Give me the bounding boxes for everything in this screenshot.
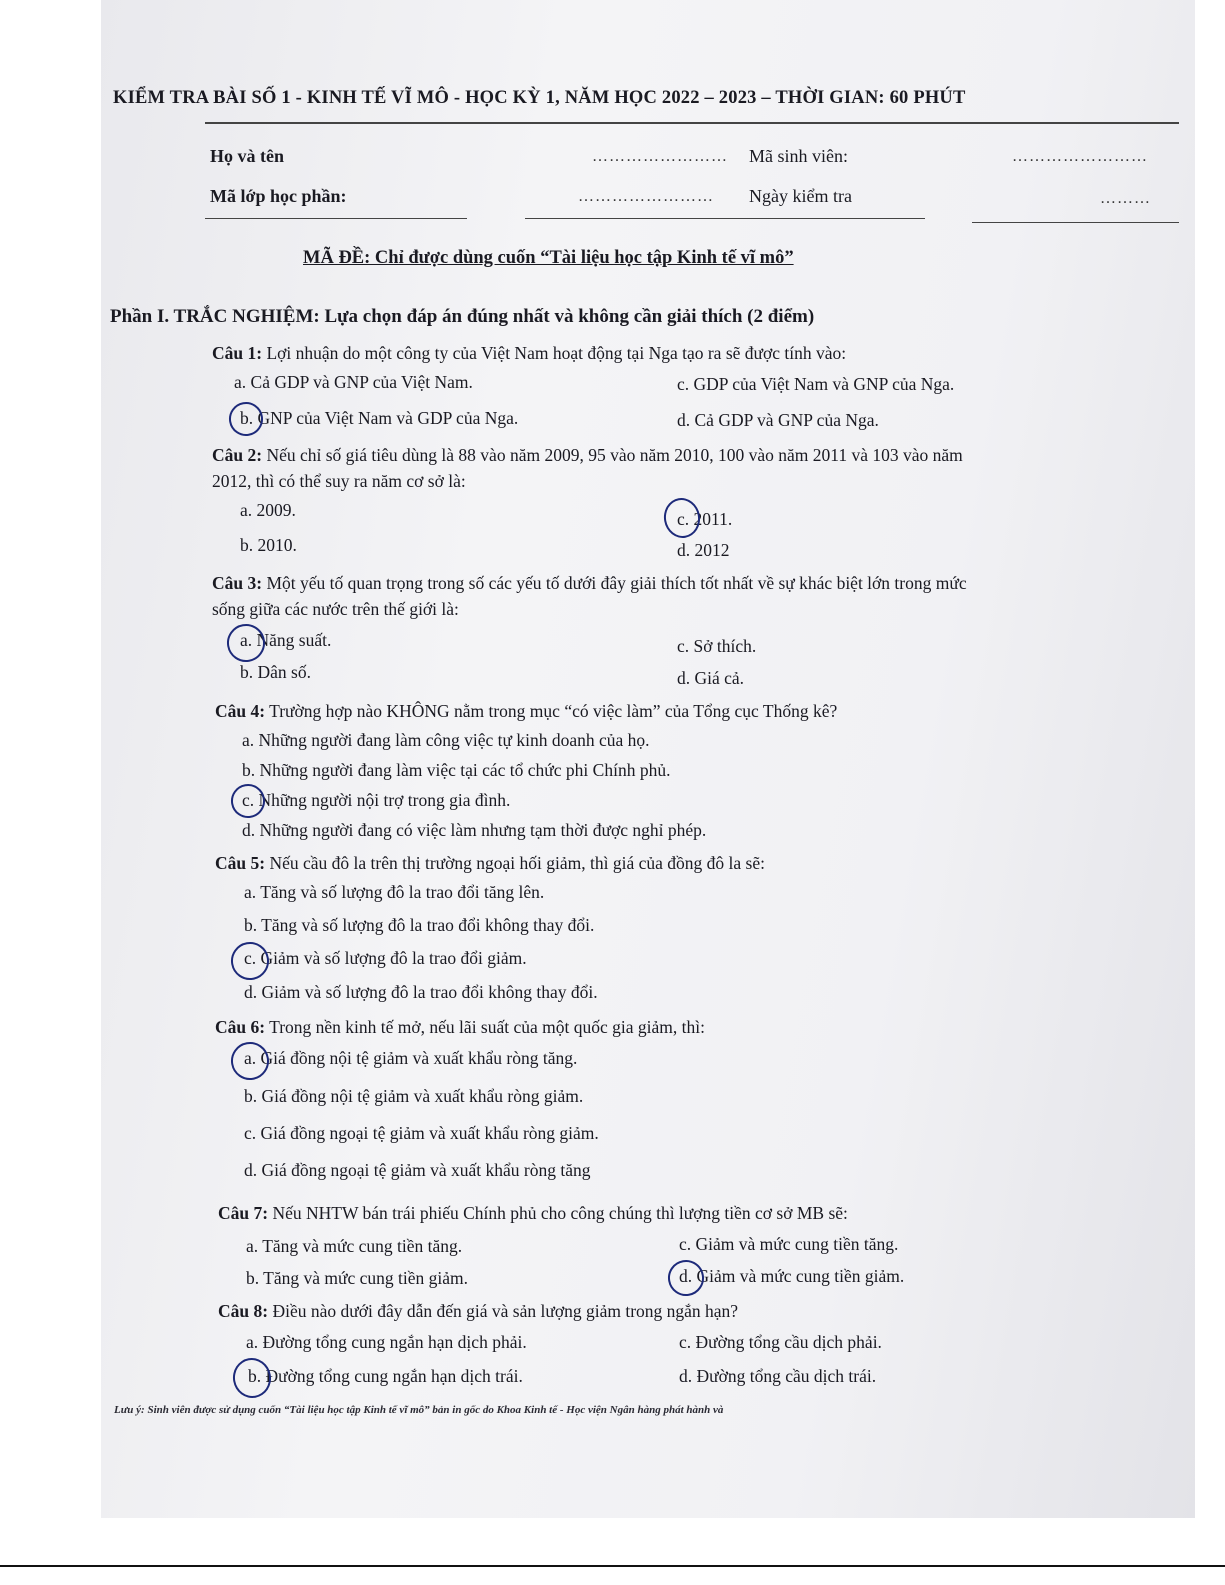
q3-option-b[interactable]: b. Dân số. [240, 662, 311, 682]
q7-option-b[interactable]: b. Tăng và mức cung tiền giảm. [246, 1268, 469, 1288]
question-text: Điều nào dưới đây dẫn đến giá và sản lượng giảm trong ngắn hạn? [272, 1301, 739, 1321]
question-text: Trong nền kinh tế mở, nếu lãi suất của một quốc gia giảm, thì: [269, 1017, 705, 1037]
question-7 [218, 1200, 848, 1226]
question-label: Câu 2: [212, 445, 263, 465]
question-6 [215, 1014, 705, 1040]
question-text: Một yếu tố quan trọng trong số các yếu tố dưới đây giải thích tốt nhất về sự khác biệt lớn trong mức [266, 573, 967, 593]
exam-header-title: KIỂM TRA BÀI SỐ 1 - KINH TẾ VĨ MÔ - HỌC KỲ 1, NĂM HỌC 2022 – 2023 – THỜI GIAN: 60 PHÚT [113, 88, 966, 108]
q5-option-b[interactable]: b. Tăng và số lượng đô la trao đổi không thay đổi. [244, 915, 595, 935]
section-title: Phần I. TRẮC NGHIỆM: Lựa chọn đáp án đúng nhất và không cần giải thích (2 điểm) [110, 306, 815, 327]
student-id-label: Mã sinh viên: [749, 146, 848, 166]
footer-note: Lưu ý: Sinh viên được sử dụng cuốn “Tài liệu học tập Kinh tế vĩ mô” bản in gốc do Khoa Kinh tế - Học viện Ngân hàng phát hành và [114, 1404, 724, 1416]
q6-option-b[interactable]: b. Giá đồng nội tệ giảm và xuất khẩu ròng giảm. [244, 1086, 584, 1106]
question-5 [215, 850, 765, 876]
question-text: Nếu NHTW bán trái phiếu Chính phủ cho công chúng thì lượng tiền cơ sở MB sẽ: [272, 1203, 848, 1223]
header-divider [205, 122, 1179, 124]
q5-option-d[interactable]: d. Giảm và số lượng đô la trao đổi không thay đổi. [244, 982, 598, 1002]
question-label: Câu 7: [218, 1203, 269, 1223]
field-divider-2 [525, 218, 925, 219]
question-3-continued: sống giữa các nước trên thế giới là: [212, 599, 459, 619]
student-id-dots: …………………… [1012, 148, 1148, 165]
q6-option-d[interactable]: d. Giá đồng ngoại tệ giảm và xuất khẩu ròng tăng [244, 1160, 591, 1180]
question-label: Câu 1: [212, 343, 263, 363]
question-4 [215, 698, 837, 724]
q7-option-c[interactable]: c. Giảm và mức cung tiền tăng. [679, 1234, 899, 1254]
question-1 [212, 340, 846, 366]
question-2-continued: 2012, thì có thể suy ra năm cơ sở là: [212, 471, 466, 491]
q6-option-a[interactable]: a. Giá đồng nội tệ giảm và xuất khẩu ròng tăng. [244, 1048, 578, 1068]
q8-option-b[interactable]: b. Đường tổng cung ngắn hạn dịch trái. [248, 1366, 523, 1386]
exam-date-label: Ngày kiểm tra [749, 186, 852, 206]
q1-option-b[interactable]: b. GNP của Việt Nam và GDP của Nga. [240, 408, 519, 428]
q2-option-c[interactable]: c. 2011. [677, 509, 733, 529]
q7-option-a[interactable]: a. Tăng và mức cung tiền tăng. [246, 1236, 463, 1256]
q4-option-d[interactable]: d. Những người đang có việc làm nhưng tạm thời được nghỉ phép. [242, 820, 707, 840]
q8-option-d[interactable]: d. Đường tổng cầu dịch trái. [679, 1366, 877, 1386]
q7-option-d[interactable]: d. Giảm và mức cung tiền giảm. [679, 1266, 905, 1286]
question-text: Nếu cầu đô la trên thị trường ngoại hối giảm, thì giá của đồng đô la sẽ: [269, 853, 765, 873]
name-dots: …………………… [592, 148, 728, 165]
q4-option-a[interactable]: a. Những người đang làm công việc tự kinh doanh của họ. [242, 730, 650, 750]
q3-option-c[interactable]: c. Sở thích. [677, 636, 757, 656]
q5-option-c[interactable]: c. Giảm và số lượng đô la trao đổi giảm. [244, 948, 527, 968]
exam-date-dots: ……… [1100, 190, 1151, 207]
q2-option-a[interactable]: a. 2009. [240, 500, 296, 520]
q2-option-d[interactable]: d. 2012 [677, 540, 730, 560]
q8-option-a[interactable]: a. Đường tổng cung ngắn hạn dịch phải. [246, 1332, 527, 1352]
question-text: Nếu chỉ số giá tiêu dùng là 88 vào năm 2009, 95 vào năm 2010, 100 vào năm 2011 và 103 vào năm [266, 445, 963, 465]
name-label: Họ và tên [210, 146, 284, 166]
q1-option-d[interactable]: d. Cả GDP và GNP của Nga. [677, 410, 879, 430]
question-label: Câu 8: [218, 1301, 269, 1321]
bottom-border-line [0, 1565, 1225, 1567]
q3-option-d[interactable]: d. Giá cả. [677, 668, 745, 688]
question-label: Câu 4: [215, 701, 266, 721]
q1-option-a[interactable]: a. Cả GDP và GNP của Việt Nam. [234, 372, 473, 392]
q5-option-a[interactable]: a. Tăng và số lượng đô la trao đổi tăng lên. [244, 882, 545, 902]
question-label: Câu 6: [215, 1017, 266, 1037]
class-code-dots: …………………… [578, 188, 714, 205]
exam-code-line: MÃ ĐỀ: Chỉ được dùng cuốn “Tài liệu học tập Kinh tế vĩ mô” [303, 248, 794, 268]
field-divider-3 [972, 222, 1179, 223]
q1-option-c[interactable]: c. GDP của Việt Nam và GNP của Nga. [677, 374, 955, 394]
q6-option-c[interactable]: c. Giá đồng ngoại tệ giảm và xuất khẩu ròng giảm. [244, 1123, 599, 1143]
q4-option-c[interactable]: c. Những người nội trợ trong gia đình. [242, 790, 511, 810]
question-text: Lợi nhuận do một công ty của Việt Nam hoạt động tại Nga tạo ra sẽ được tính vào: [266, 343, 847, 363]
field-divider-1 [205, 218, 467, 219]
question-label: Câu 3: [212, 573, 263, 593]
question-8 [218, 1298, 738, 1324]
exam-paper [101, 0, 1195, 1518]
q2-option-b[interactable]: b. 2010. [240, 535, 297, 555]
q3-option-a[interactable]: a. Năng suất. [240, 630, 332, 650]
class-code-label: Mã lớp học phần: [210, 186, 347, 206]
question-3 [212, 570, 967, 596]
q4-option-b[interactable]: b. Những người đang làm việc tại các tổ chức phi Chính phủ. [242, 760, 671, 780]
question-label: Câu 5: [215, 853, 266, 873]
question-2 [212, 442, 963, 468]
q8-option-c[interactable]: c. Đường tổng cầu dịch phải. [679, 1332, 882, 1352]
question-text: Trường hợp nào KHÔNG nằm trong mục “có việc làm” của Tổng cục Thống kê? [269, 701, 838, 721]
